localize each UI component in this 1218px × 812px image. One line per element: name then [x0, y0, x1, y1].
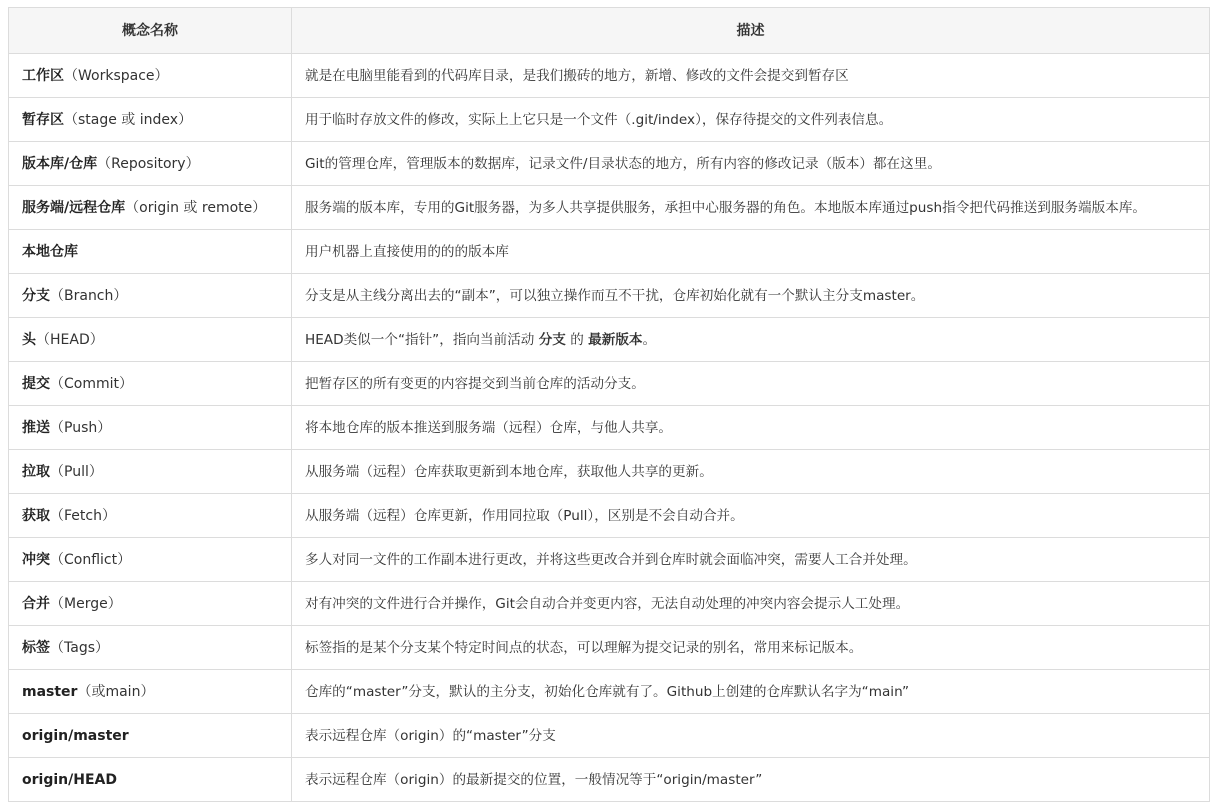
concept-term: 拉取 — [22, 463, 50, 480]
concept-name-cell — [9, 142, 292, 186]
concept-term: 推送 — [22, 419, 50, 436]
concept-alias: （origin 或 remote） — [125, 199, 267, 216]
description-text: 。 — [642, 331, 657, 348]
concept-name-cell — [9, 362, 292, 406]
concept-alias: （Tags） — [50, 639, 109, 656]
concept-term: origin/HEAD — [22, 771, 117, 788]
concept-term: 服务端/远程仓库 — [22, 199, 126, 216]
concept-term: 暂存区 — [22, 111, 64, 128]
concept-description: 标签指的是某个分支某个特定时间点的状态，可以理解为提交记录的别名，常用来标记版本。 — [292, 626, 1210, 670]
concept-term: 版本库/仓库 — [22, 155, 98, 172]
table-row — [9, 230, 1210, 274]
concept-term: origin/master — [22, 727, 129, 744]
concept-name-cell — [9, 538, 292, 582]
description-text: HEAD类似一个“指针”，指向当前活动 — [305, 331, 539, 348]
concept-description: 仓库的“master”分支，默认的主分支，初始化仓库就有了。Github上创建的仓库默认名字为“main” — [292, 670, 1210, 714]
concept-alias: （Push） — [50, 419, 112, 436]
concept-name-cell — [9, 274, 292, 318]
table-row — [9, 406, 1210, 450]
concept-description: 对有冲突的文件进行合并操作，Git会自动合并变更内容，无法自动处理的冲突内容会提示人工处理。 — [292, 582, 1210, 626]
concept-name-cell — [9, 98, 292, 142]
concept-term: 获取 — [22, 507, 50, 524]
concept-name-cell — [9, 494, 292, 538]
concept-name-cell — [9, 406, 292, 450]
concept-name-cell — [9, 186, 292, 230]
table-row — [9, 670, 1210, 714]
concept-term: 标签 — [22, 639, 50, 656]
concept-term: 提交 — [22, 375, 50, 392]
header-concept-name: 概念名称 — [9, 8, 292, 54]
concept-term: 本地仓库 — [22, 243, 78, 260]
git-concepts-table — [8, 7, 1210, 802]
table-row — [9, 54, 1210, 98]
table-row — [9, 494, 1210, 538]
header-description: 描述 — [292, 8, 1210, 54]
concept-description: Git的管理仓库，管理版本的数据库，记录文件/目录状态的地方，所有内容的修改记录（版本）都在这里。 — [292, 142, 1210, 186]
concept-alias: （HEAD） — [36, 331, 104, 348]
concept-term: 合并 — [22, 595, 50, 612]
concept-name-cell — [9, 714, 292, 758]
concept-description: 把暂存区的所有变更的内容提交到当前仓库的活动分支。 — [292, 362, 1210, 406]
table-row — [9, 362, 1210, 406]
concept-term: 分支 — [22, 287, 50, 304]
concept-description — [292, 318, 1210, 362]
concept-alias: （Workspace） — [64, 67, 169, 84]
concept-name-cell — [9, 54, 292, 98]
concept-term: 冲突 — [22, 551, 50, 568]
description-text: 的 — [565, 331, 589, 348]
concept-description: 用于临时存放文件的修改，实际上上它只是一个文件（.git/index），保存待提交的文件列表信息。 — [292, 98, 1210, 142]
concept-name-cell — [9, 758, 292, 802]
description-emphasis: 分支 — [538, 331, 566, 348]
concept-description: 表示远程仓库（origin）的最新提交的位置，一般情况等于“origin/master” — [292, 758, 1210, 802]
concept-description: 分支是从主线分离出去的“副本”，可以独立操作而互不干扰，仓库初始化就有一个默认主分支master。 — [292, 274, 1210, 318]
table-row — [9, 274, 1210, 318]
concept-term: 头 — [22, 331, 36, 348]
concept-name-cell — [9, 626, 292, 670]
concept-term: 工作区 — [22, 67, 64, 84]
table-row — [9, 98, 1210, 142]
concept-description: 从服务端（远程）仓库更新，作用同拉取（Pull），区别是不会自动合并。 — [292, 494, 1210, 538]
concept-term: master — [22, 683, 78, 700]
table-row — [9, 758, 1210, 802]
table-row — [9, 318, 1210, 362]
concept-name-cell — [9, 450, 292, 494]
concept-description: 服务端的版本库，专用的Git服务器，为多人共享提供服务，承担中心服务器的角色。本地版本库通过push指令把代码推送到服务端版本库。 — [292, 186, 1210, 230]
concept-description: 就是在电脑里能看到的代码库目录，是我们搬砖的地方，新增、修改的文件会提交到暂存区 — [292, 54, 1210, 98]
table-row — [9, 450, 1210, 494]
concept-alias: （或main） — [77, 683, 155, 700]
table-row — [9, 582, 1210, 626]
table-row — [9, 626, 1210, 670]
concept-alias: （Pull） — [50, 463, 103, 480]
table-row — [9, 142, 1210, 186]
concept-alias: （Merge） — [50, 595, 122, 612]
concept-description: 用户机器上直接使用的的的版本库 — [292, 230, 1210, 274]
concept-name-cell — [9, 670, 292, 714]
table-row — [9, 538, 1210, 582]
table-row — [9, 186, 1210, 230]
concept-name-cell — [9, 318, 292, 362]
concept-alias: （Repository） — [97, 155, 200, 172]
concept-description: 将本地仓库的版本推送到服务端（远程）仓库，与他人共享。 — [292, 406, 1210, 450]
concept-alias: （Branch） — [50, 287, 128, 304]
concept-table-container — [8, 7, 1209, 802]
concept-description: 从服务端（远程）仓库获取更新到本地仓库，获取他人共享的更新。 — [292, 450, 1210, 494]
concept-alias: （Commit） — [50, 375, 133, 392]
table-row — [9, 714, 1210, 758]
concept-name-cell — [9, 230, 292, 274]
concept-description: 表示远程仓库（origin）的“master”分支 — [292, 714, 1210, 758]
concept-alias: （Fetch） — [50, 507, 116, 524]
concept-name-cell — [9, 582, 292, 626]
concept-alias: （stage 或 index） — [64, 111, 193, 128]
table-header-row — [9, 8, 1210, 54]
concept-description: 多人对同一文件的工作副本进行更改，并将这些更改合并到仓库时就会面临冲突，需要人工合并处理。 — [292, 538, 1210, 582]
description-emphasis: 最新版本 — [588, 331, 643, 348]
concept-alias: （Conflict） — [50, 551, 132, 568]
